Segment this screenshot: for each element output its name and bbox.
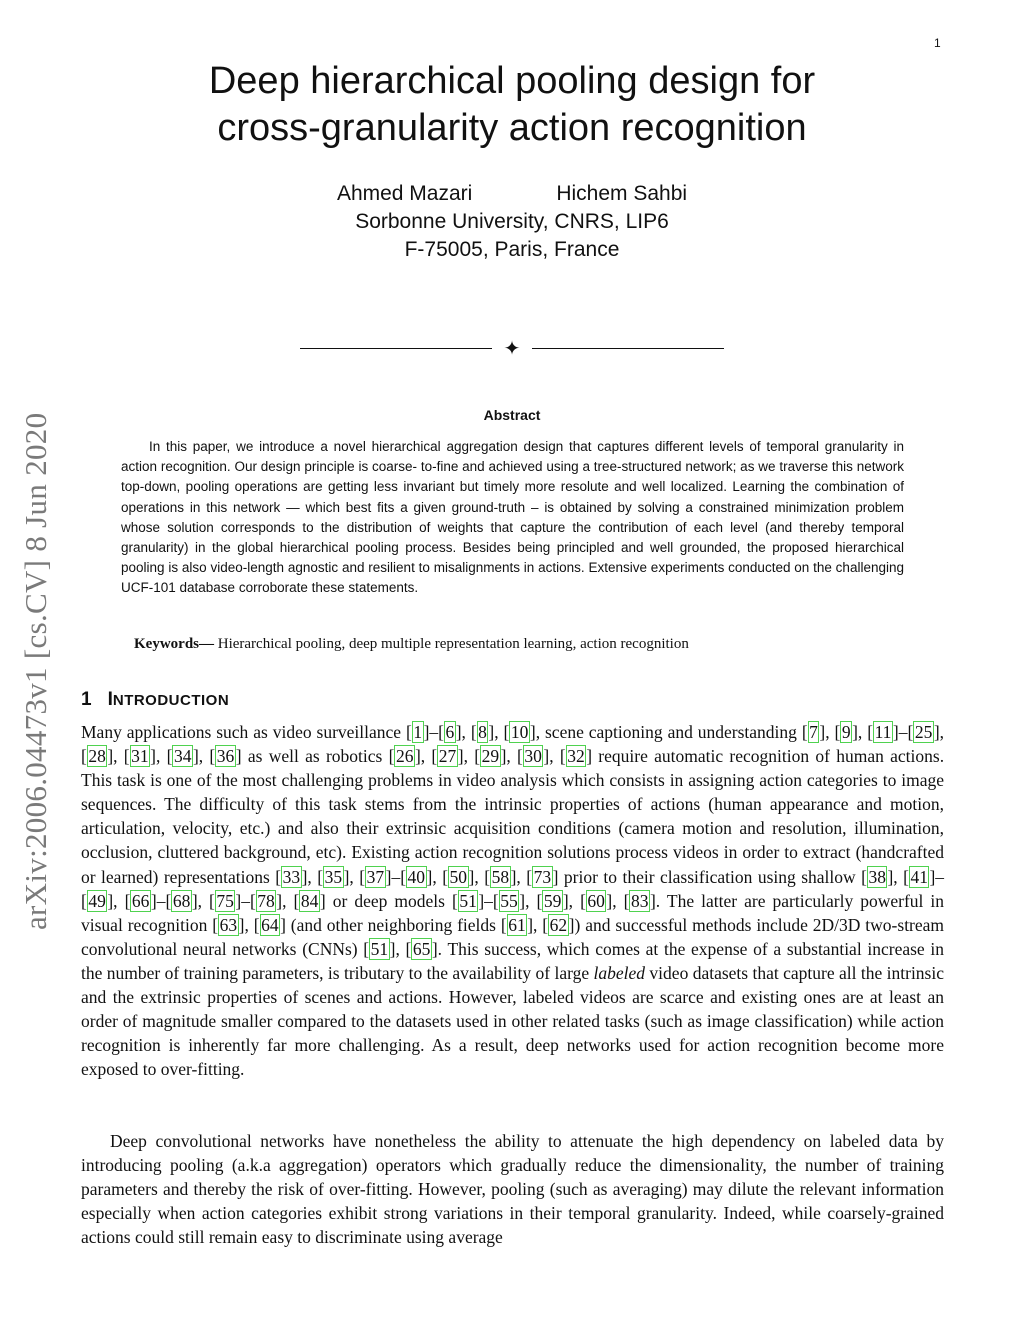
section-number: 1 <box>81 689 92 710</box>
citation-link[interactable]: 55 <box>500 890 518 911</box>
citation-link[interactable]: 27 <box>438 746 457 767</box>
citation-link[interactable]: 36 <box>216 746 235 767</box>
arxiv-stamp: arXiv:2006.04473v1 [cs.CV] 8 Jun 2020 <box>18 412 53 930</box>
citation-link[interactable]: 50 <box>449 866 468 887</box>
citation-link[interactable]: 11 <box>874 722 892 742</box>
section-heading-introduction <box>81 689 229 711</box>
keywords <box>134 636 934 653</box>
citation-link[interactable]: 26 <box>395 746 414 767</box>
citation-link[interactable]: 58 <box>491 866 510 887</box>
citation-link[interactable]: 29 <box>481 746 500 767</box>
author-2: Hichem Sahbi <box>556 182 688 205</box>
citation-link[interactable]: 33 <box>282 866 301 887</box>
citation-link[interactable]: 10 <box>510 722 529 742</box>
section-title-rest: NTRODUCTION <box>112 692 230 709</box>
citation-link[interactable]: 66 <box>131 890 150 911</box>
citation-link[interactable]: 61 <box>508 914 526 935</box>
page-number: 1 <box>934 36 941 50</box>
citation-link[interactable]: 1 <box>413 722 423 742</box>
citation-link[interactable]: 38 <box>868 866 886 887</box>
author-names <box>0 180 1024 208</box>
citation-link[interactable]: 62 <box>549 914 568 935</box>
citation-link[interactable]: 78 <box>257 890 275 911</box>
citation-link[interactable]: 84 <box>300 890 319 911</box>
citation-link[interactable]: 51 <box>370 938 389 959</box>
abstract-body <box>121 437 904 599</box>
citation-link[interactable]: 31 <box>131 746 149 767</box>
citation-link[interactable]: 65 <box>412 938 431 959</box>
intro-paragraph-2: Deep convolutional networks have nonetheless the ability to attenuate the high dependency on labeled data by introducing pooling (a.k.a aggregation) operators which gradually reduce the dimensionality, the number of training parameters and thereby the risk of over-fitting. However, pooling (such as averaging) may dilute the relevant information especially when action categories exhibit strong variations in their temporal granularity. Indeed, while coarsely-grained actions could still remain easy to discriminate using average <box>81 1131 944 1248</box>
address: F-75005, Paris, France <box>404 238 620 261</box>
citation-link[interactable]: 73 <box>533 866 552 887</box>
citation-link[interactable]: 8 <box>478 722 487 742</box>
citation-link[interactable]: 32 <box>567 746 585 767</box>
separator-line-right <box>532 348 724 349</box>
citation-link[interactable]: 40 <box>407 866 426 887</box>
citation-link[interactable]: 59 <box>543 890 562 911</box>
title-line-2: cross-granularity action recognition <box>217 107 807 149</box>
citation-link[interactable]: 25 <box>914 722 933 742</box>
section-separator <box>300 338 724 360</box>
citation-link[interactable]: 64 <box>261 914 279 935</box>
abstract-text: In this paper, we introduce a novel hierarchical aggregation design that captures different levels of temporal granularity in action recognition. Our design principle is coarse- to-fine and achieved using a tree-structured network; as we traverse this network top-down, pooling operations are getting less invariant but timely more resolute and well localized. Learning the combination of operations in this network — which best fits a given ground-truth – is obtained by solving a constrained minimization problem whose solution corresponds to the distribution of weights that capture the contribution of each level (and thereby temporal granularity) in the global hierarchical pooling process. Besides being principled and well grounded, the proposed hierarchical pooling is also video-length agnostic and resilient to misalignments in actions. Extensive experiments conducted on the challenging UCF-101 database corroborate these statements. <box>121 439 904 596</box>
citation-link[interactable]: 68 <box>172 890 191 911</box>
abstract-heading: Abstract <box>483 407 541 423</box>
star-icon: ✦ <box>503 336 521 360</box>
section-title-cap: I <box>107 689 113 710</box>
emphasis-text: labeled <box>593 962 646 983</box>
separator-line-left <box>300 348 492 349</box>
citation-link[interactable]: 34 <box>173 746 192 767</box>
citation-link[interactable]: 7 <box>809 722 818 742</box>
intro-paragraph-1: Many applications such as video surveillance [1]–[6], [8], [10], scene captioning and understanding [7], [9], [11]–[25], [28], [31], [34], [36] as well as robotics [26], [27], [29], [30], [32] require automatic recognition of human actions. This task is one of the most challenging problems in video analysis which consists in assigning action categories to image sequences. The difficulty of this task stems from the intrinsic properties of actions (human appearance and motion, articulation, velocity, etc.) and also their extrinsic acquisition conditions (camera motion and resolution, illumination, occlusion, cluttered background, etc). Existing action recognition solutions process videos in order to extract (handcrafted or learned) representations [33], [35], [37]–[40], [50], [58], [73] prior to their classification using shallow [38], [41]–[49], [66]–[68], [75]–[78], [84] or deep models [51]–[55], [59], [60], [83]. The latter are particularly powerful in visual recognition [63], [64] (and other neighboring fields [61], [62]) and successful methods include 2D/3D two-stream convolutional neural networks (CNNs) [51], [65]. This success, which comes at the expense of a substantial increase in the number of training parameters, is tributary to the availability of large labeled video datasets that capture all the intrinsic and the extrinsic properties of scenes and actions. However, labeled videos are scarce and existing ones are at least an order of magnitude smaller compared to the datasets used in other related tasks (such as image classification) while action recognition is inherently far more challenging. As a result, deep networks used for action recognition become more exposed to over-fitting. <box>81 722 945 1080</box>
paper-title <box>0 58 1024 152</box>
citation-link[interactable]: 75 <box>216 890 234 911</box>
citation-link[interactable]: 83 <box>630 890 649 911</box>
citation-link[interactable]: 51 <box>459 890 477 911</box>
affiliation: Sorbonne University, CNRS, LIP6 <box>355 210 669 233</box>
author-block <box>0 180 1024 264</box>
citation-link[interactable]: 37 <box>366 866 385 887</box>
citation-link[interactable]: 30 <box>524 746 542 767</box>
title-line-1: Deep hierarchical pooling design for <box>208 60 816 102</box>
author-1: Ahmed Mazari <box>336 182 473 205</box>
citation-link[interactable]: 49 <box>88 890 106 911</box>
keywords-label: Keywords— <box>134 636 214 652</box>
citation-link[interactable]: 63 <box>219 914 238 935</box>
keywords-text: Hierarchical pooling, deep multiple representation learning, action recognition <box>217 636 689 652</box>
citation-link[interactable]: 60 <box>587 890 605 911</box>
citation-link[interactable]: 9 <box>841 722 851 742</box>
citation-link[interactable]: 41 <box>910 866 928 887</box>
citation-link[interactable]: 35 <box>324 866 343 887</box>
citation-link[interactable]: 28 <box>88 746 106 767</box>
citation-link[interactable]: 6 <box>445 722 455 742</box>
